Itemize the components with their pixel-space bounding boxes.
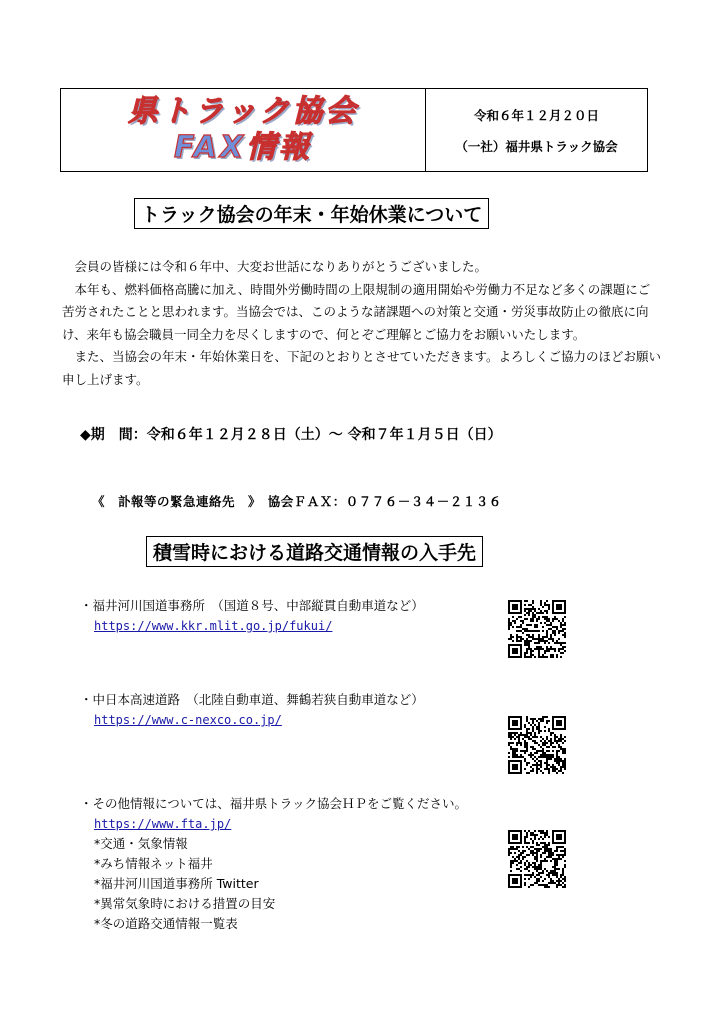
logo-line-2: FAX情報 xyxy=(174,130,312,165)
qr-code-icon xyxy=(508,716,566,774)
info-item: *異常気象時における措置の目安 xyxy=(94,896,276,911)
header-info xyxy=(426,89,647,171)
source-description: ・中日本高速道路 （北陸自動車道、舞鶴若狭自動車道など） xyxy=(80,692,424,707)
source-entry-fta xyxy=(80,794,467,934)
source-link[interactable]: https://www.fta.jp/ xyxy=(94,817,232,831)
section2-title: 積雪時における道路交通情報の入手先 xyxy=(146,536,483,567)
logo-line-1: 県トラック協会 xyxy=(127,94,359,129)
holiday-period: ◆期 間：令和６年１２月２８日（土）～ 令和７年１月５日（日） xyxy=(80,427,502,443)
header-box xyxy=(60,88,648,172)
qr-code-icon xyxy=(508,830,566,888)
source-link[interactable]: https://www.kkr.mlit.go.jp/fukui/ xyxy=(94,619,333,633)
info-item: *交通・気象情報 xyxy=(94,836,188,851)
source-description: ・福井河川国道事務所 （国道８号、中部縦貫自動車道など） xyxy=(80,598,424,613)
fax-info-logo xyxy=(61,89,426,171)
issuer-org: （一社）福井県トラック協会 xyxy=(455,138,618,154)
section1-body xyxy=(62,256,662,391)
source-entry-fukui-river xyxy=(80,596,424,636)
info-item: *福井河川国道事務所 Twitter xyxy=(94,876,259,891)
source-link[interactable]: https://www.c-nexco.co.jp/ xyxy=(94,713,282,727)
source-entry-nexco xyxy=(80,690,424,730)
paragraph-1: 会員の皆様には令和６年中、大変お世話になりありがとうございました。 xyxy=(74,259,488,274)
qr-code-icon xyxy=(508,600,566,658)
info-item: *冬の道路交通情報一覧表 xyxy=(94,916,238,931)
section1-title: トラック協会の年末・年始休業について xyxy=(134,198,489,229)
paragraph-2: 本年も、燃料価格高騰に加え、時間外労働時間の上限規制の適用開始や労働力不足など多くの課題にご苦労されたことと思われます。当協会では、このような諸課題への対策と交通・労災事故防止の徹底に向け、来年も協会職員一同全力を尽くしますので、何とぞご理解とご協力をお願いいたします。 xyxy=(62,281,651,342)
issue-date: 令和６年１２月２０日 xyxy=(473,107,599,123)
info-item: *みち情報ネット福井 xyxy=(94,856,213,871)
paragraph-3: また、当協会の年末・年始休業日を、下記のとおりとさせていただきます。よろしくご協力のほどお願い申し上げます。 xyxy=(62,349,662,387)
source-description: ・その他情報については、福井県トラック協会ＨＰをご覧ください。 xyxy=(80,796,468,811)
emergency-contact: 《 訃報等の緊急連絡先 》 協会ＦＡＸ：０７７６－３４－２１３６ xyxy=(92,494,502,509)
